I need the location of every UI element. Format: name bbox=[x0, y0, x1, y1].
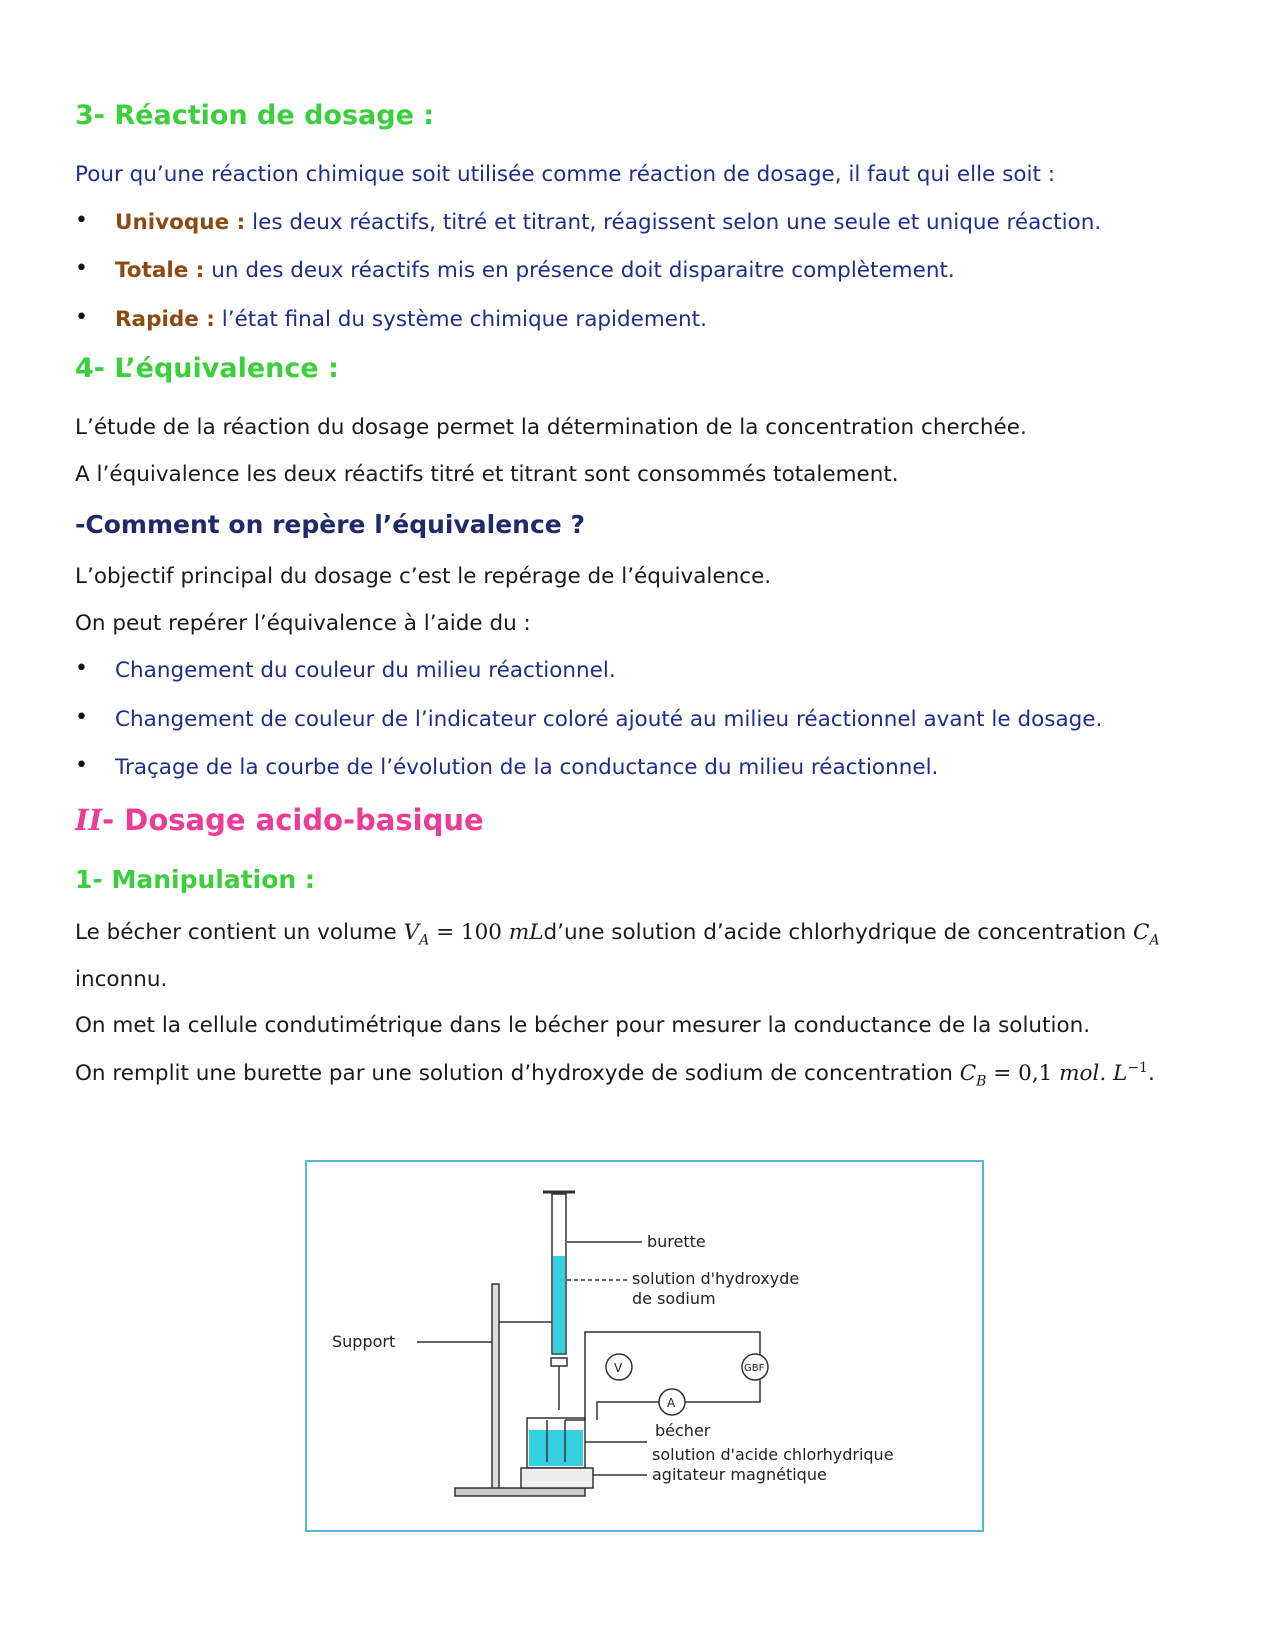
text-span: On remplit une burette par une solution d’hydroxyde de sodium de concentration bbox=[75, 1061, 960, 1087]
condition-text: un des deux réactifs mis en présence doit disparaitre complètement. bbox=[204, 258, 955, 283]
section-4-heading: 4- L’équivalence : bbox=[75, 353, 339, 384]
paragraph-concentration bbox=[75, 1060, 1155, 1089]
bullet-icon: • bbox=[75, 753, 88, 778]
paragraph-volume bbox=[75, 920, 1160, 948]
text-span: . bbox=[1147, 1061, 1155, 1087]
paragraph: inconnu. bbox=[75, 967, 168, 992]
bullet-icon: • bbox=[75, 705, 88, 730]
bullet-icon: • bbox=[75, 656, 88, 681]
math-symbol: C bbox=[959, 1061, 977, 1087]
section-3-heading: 3- Réaction de dosage : bbox=[75, 100, 435, 131]
paragraph: On peut repérer l’équivalence à l’aide du : bbox=[75, 611, 531, 636]
text-span: d’une solution d’acide chlorhydrique de concentration bbox=[543, 920, 1134, 945]
stirrer-base bbox=[521, 1468, 593, 1488]
label-ammeter: A bbox=[667, 1396, 676, 1410]
paragraph: A l’équivalence les deux réactifs titré et titrant sont consommés totalement. bbox=[75, 462, 899, 487]
titration-diagram bbox=[307, 1162, 982, 1530]
condition-text: les deux réactifs, titré et titrant, réagissent selon une seule et unique réaction. bbox=[245, 210, 1102, 235]
label-naoh-line1: solution d'hydroxyde bbox=[632, 1269, 800, 1288]
label-hcl: solution d'acide chlorhydrique bbox=[652, 1445, 894, 1464]
math-subscript: A bbox=[1149, 932, 1160, 949]
section-3-intro: Pour qu’une réaction chimique soit utilisée comme réaction de dosage, il faut qui elle soit : bbox=[75, 162, 1055, 187]
paragraph: On met la cellule condutimétrique dans le bécher pour mesurer la conductance de la solution. bbox=[75, 1013, 1091, 1038]
math-va bbox=[403, 920, 544, 949]
burette-stopcock bbox=[551, 1358, 567, 1366]
math-value: = 100 bbox=[429, 920, 509, 945]
method-item bbox=[75, 753, 939, 780]
math-ca bbox=[1133, 920, 1160, 949]
condition-text: l’état final du système chimique rapidement. bbox=[214, 307, 707, 332]
paragraph: L’objectif principal du dosage c’est le repérage de l’équivalence. bbox=[75, 564, 772, 589]
method-item bbox=[75, 705, 1103, 732]
math-value: = 0,1 bbox=[986, 1061, 1060, 1087]
subheading-manipulation: 1- Manipulation : bbox=[75, 865, 315, 894]
math-cb bbox=[959, 1060, 1148, 1090]
math-subscript: A bbox=[419, 932, 430, 949]
label-naoh-line2: de sodium bbox=[632, 1289, 716, 1308]
math-symbol: V bbox=[403, 920, 420, 945]
bullet-icon: • bbox=[75, 305, 88, 330]
section-II-title: - Dosage acido-basique bbox=[102, 803, 484, 837]
method-item bbox=[75, 656, 616, 683]
condition-item bbox=[75, 305, 707, 332]
titration-figure bbox=[305, 1160, 984, 1532]
math-unit: mL bbox=[508, 920, 544, 945]
math-exponent: −1 bbox=[1127, 1060, 1148, 1076]
method-text: Traçage de la courbe de l’évolution de la conductance du milieu réactionnel. bbox=[115, 755, 939, 780]
method-text: Changement de couleur de l’indicateur coloré ajouté au milieu réactionnel avant le dosage. bbox=[115, 707, 1103, 732]
method-text: Changement du couleur du milieu réactionnel. bbox=[115, 658, 616, 683]
label-burette: burette bbox=[647, 1232, 706, 1251]
label-voltmeter: V bbox=[614, 1361, 623, 1375]
math-symbol: C bbox=[1133, 920, 1150, 945]
burette-liquid bbox=[553, 1256, 565, 1353]
label-gbf: GBF bbox=[744, 1363, 765, 1374]
beaker-liquid bbox=[529, 1430, 583, 1466]
condition-term: Rapide : bbox=[115, 307, 215, 332]
condition-item bbox=[75, 208, 1102, 235]
support-base bbox=[455, 1488, 585, 1496]
bullet-icon: • bbox=[75, 208, 88, 233]
label-support: Support bbox=[332, 1332, 396, 1351]
condition-term: Totale : bbox=[115, 258, 205, 283]
text-span: Le bécher contient un volume bbox=[75, 920, 404, 945]
condition-term: Univoque : bbox=[115, 210, 246, 235]
roman-numeral: II bbox=[75, 803, 103, 837]
math-unit: mol. L bbox=[1059, 1061, 1128, 1087]
paragraph: L’étude de la réaction du dosage permet la détermination de la concentration cherchée. bbox=[75, 415, 1027, 440]
bullet-icon: • bbox=[75, 256, 88, 281]
math-subscript: B bbox=[976, 1073, 987, 1090]
subheading-equivalence: -Comment on repère l’équivalence ? bbox=[75, 510, 585, 539]
label-stirrer: agitateur magnétique bbox=[652, 1465, 827, 1484]
label-becher: bécher bbox=[655, 1421, 711, 1440]
support-rod bbox=[492, 1284, 499, 1494]
condition-item bbox=[75, 256, 955, 283]
section-II-heading bbox=[75, 803, 484, 837]
